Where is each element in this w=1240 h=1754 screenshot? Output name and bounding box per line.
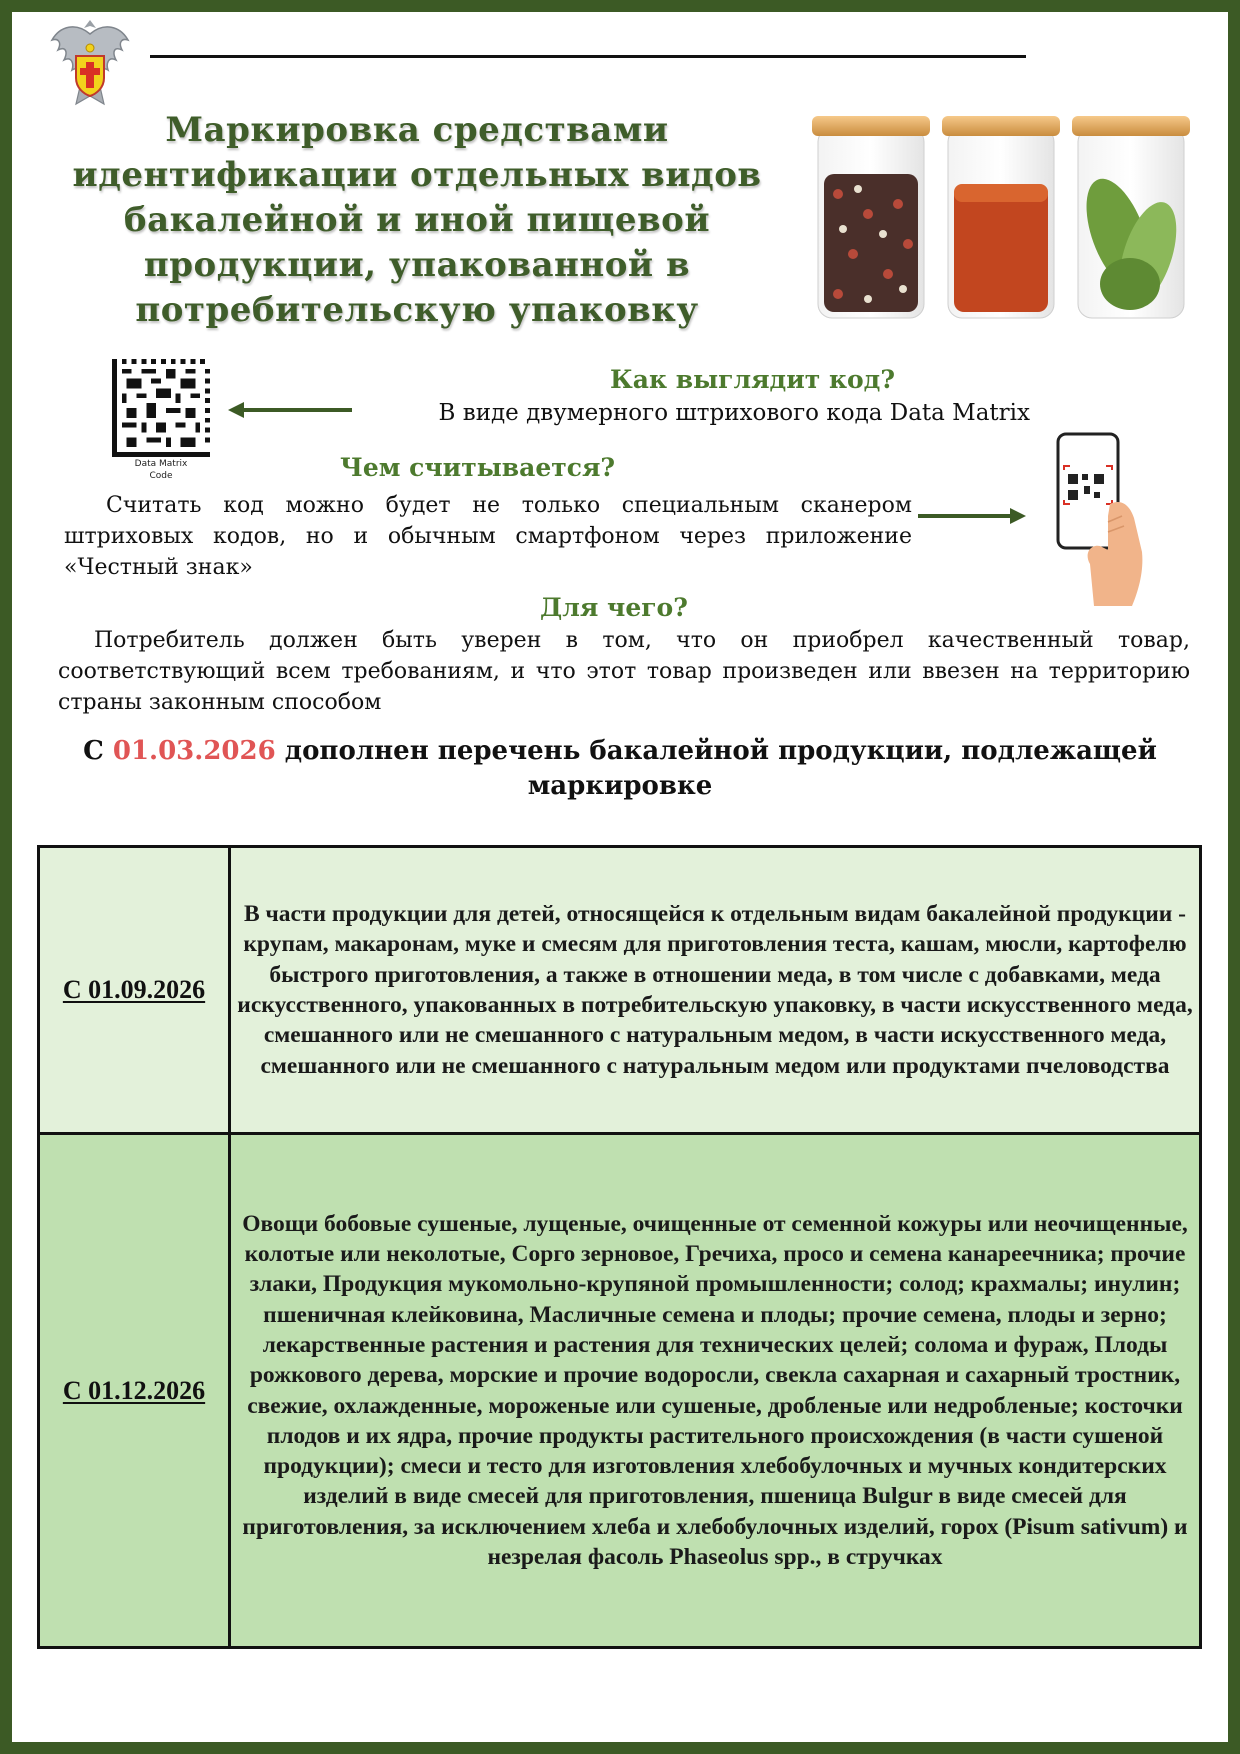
question-purpose: Для чего?: [540, 593, 688, 622]
question-reading: Чем считывается?: [340, 453, 616, 482]
table-row: [39, 847, 1201, 1134]
header-divider: [150, 55, 1026, 58]
table-row: [39, 1134, 1201, 1648]
spice-jars-image: [808, 114, 1192, 326]
smartphone-scan-icon: [1050, 432, 1146, 606]
arrow-right-icon: [918, 504, 1026, 528]
schedule-text: Овощи бобовые сушеные, лущеные, очищенные от семенной кожуры или неочищенные, колотые или неколотые, Сорго зерновое, Гречиха, просо и семена канареечника; прочие злаки, Продукция мукомольно-крупяной промышленности; солод; крахмалы; инулин; пшеничная клейковина, Масличные семена и плоды; прочие семена, плоды и зерно; лекарственные растения и растения для технических целей; солома и фураж, Плоды рожкового дерева, морские и прочие водоросли, свекла сахарная и сахарный тростник, свежие, охлажденные, мороженые или сушеные, дробленые или недробленые; косточки плодов и их ядра, прочие продукты растительного происхождения (в части сушеной продукции); смеси и тесто для изготовления хлебобулочных и мучных кондитерских изделий в виде смесей для приготовления, пшеница Bulgur в виде смесей для приготовления, за исключением хлеба и хлебобулочных изделий, горох (Pisum sativum) и незрелая фасоль Phaseolus spp., в стручках: [242, 1210, 1188, 1570]
answer-purpose: Потребитель должен быть уверен в том, что он приобрел качественный товар, соответствующий всем требованиям, и что этот товар произведен или ввезен на территорию страны законным способом: [58, 628, 1190, 715]
emblem-icon: [46, 12, 134, 116]
schedule-date: С 01.09.2026: [62, 975, 206, 1004]
arrow-left-icon: [228, 398, 352, 422]
table-date-cell: [39, 1134, 230, 1648]
schedule-table: [37, 845, 1202, 1649]
schedule-date: С 01.12.2026: [62, 1375, 206, 1405]
schedule-text: В части продукции для детей, относящейся к отдельным видам бакалейной продукции - крупам, макаронам, муке и смесям для приготовления теста, кашам, мюсли, картофелю быстрого приготовления, а также в отношении меда, в том числе с добавками, меда искусственного, упакованных в потребительскую упаковку, в части искусственного меда, смешанного или не смешанного с натуральным медом, в части искусственного меда, смешанного или не смешанного с натуральным медом или продуктами пчеловодства: [237, 901, 1193, 1079]
table-date-cell: [39, 847, 230, 1134]
headline-text: дополнен перечень бакалейной продукции, подлежащей маркировке: [284, 736, 1157, 801]
qr-caption-line2: Code: [149, 471, 173, 481]
table-text-cell: [230, 1134, 1201, 1648]
data-matrix-icon: [112, 358, 210, 458]
answer-reading: Считать код можно будет не только специальным сканером штриховых кодов, но и обычным смартфоном через приложение «Честный знак»: [64, 493, 912, 580]
question-code-look: Как выглядит код?: [610, 365, 895, 394]
headline-prefix: С: [83, 736, 104, 766]
page-title: Маркировка средствами идентификации отдельных видов бакалейной и иной пищевой продукции, упакованной в потребительскую упаковку: [72, 110, 762, 330]
table-text-cell: [230, 847, 1201, 1134]
headline-date: 01.03.2026: [112, 736, 276, 766]
qr-caption: [112, 458, 210, 482]
headline: [60, 734, 1180, 804]
qr-caption-line1: Data Matrix: [134, 459, 188, 469]
answer-code-look: В виде двумерного штрихового кода Data Matrix: [438, 400, 1030, 426]
